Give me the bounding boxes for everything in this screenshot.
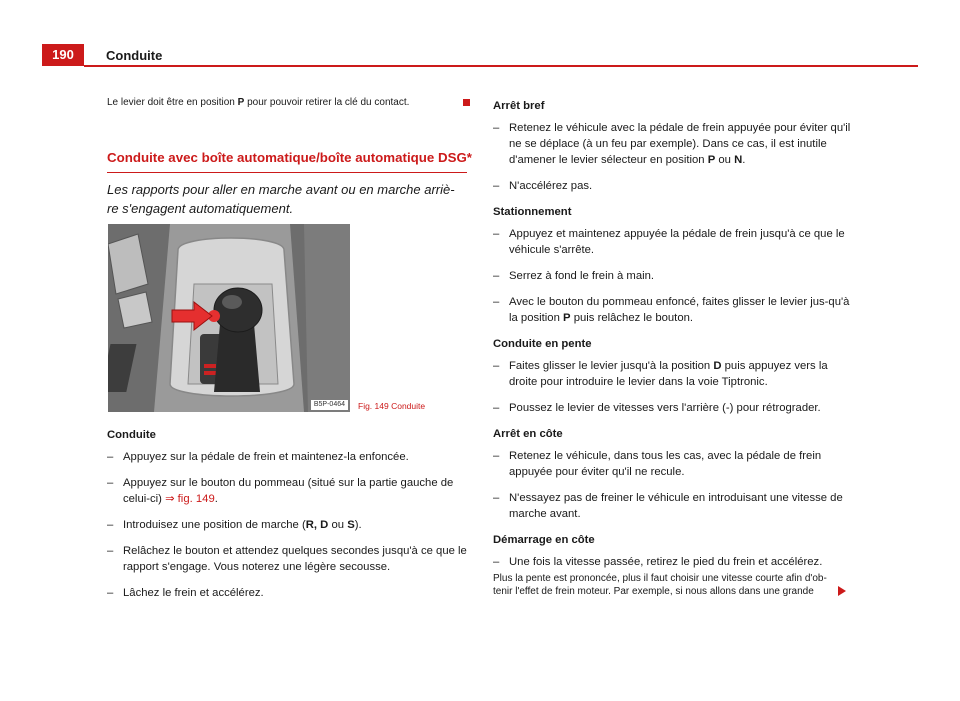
list-item: – Appuyez sur la pédale de frein et maintenez-la enfoncée.	[107, 449, 467, 465]
list-item: – Faites glisser le levier jusqu'à la position D puis appuyez vers la droite pour introduire le levier dans la voie Tiptronic.	[493, 358, 853, 390]
figure-caption: Fig. 149 Conduite	[358, 401, 426, 411]
figure-gear-lever	[108, 224, 350, 412]
list-item: – Avec le bouton du pommeau enfoncé, faites glisser le levier jus-qu'à la position P puis relâchez le bouton.	[493, 294, 853, 326]
list-item: – Poussez le levier de vitesses vers l'arrière (-) pour rétrograder.	[493, 400, 853, 416]
section-intro: Les rapports pour aller en marche avant ou en marche arriè- re s'engagent automatiquement.	[107, 182, 455, 216]
heading-conduite: Conduite	[107, 429, 156, 441]
top-note: Le levier doit être en position P pour pouvoir retirer la clé du contact.	[107, 97, 410, 108]
list-item: – Appuyez sur le bouton du pommeau (situé sur la partie gauche de celui-ci) ⇒ fig. 149.	[107, 475, 467, 507]
continuation-text: Plus la pente est prononcée, plus il faut choisir une vitesse courte afin d'ob- tenir l'effet de frein moteur. Par exemple, si nous allons dans une grande	[493, 573, 827, 597]
section-rule	[107, 172, 467, 173]
end-square-icon	[463, 99, 470, 106]
heading-demarrage-en-cote: Démarrage en côte	[493, 534, 595, 546]
section-title: Conduite avec boîte automatique/boîte automatique DSG*	[107, 150, 472, 165]
list-item: – Lâchez le frein et accélérez.	[107, 585, 467, 601]
list-item: – Une fois la vitesse passée, retirez le pied du frein et accélérez.	[493, 554, 853, 570]
right-list	[493, 98, 853, 580]
header-title: Conduite	[106, 48, 163, 63]
heading-stationnement: Stationnement	[493, 206, 572, 218]
list-item: – Appuyez et maintenez appuyée la pédale de frein jusqu'à ce que le véhicule s'arrête.	[493, 226, 853, 258]
figure-reference-link[interactable]: ⇒ fig. 149	[165, 493, 215, 505]
list-item: – Retenez le véhicule, dans tous les cas, avec la pédale de frein appuyée pour éviter qu'il ne recule.	[493, 448, 853, 480]
list-item: – Relâchez le bouton et attendez quelques secondes jusqu'à ce que le rapport s'engage. Vous noterez une légère secousse.	[107, 543, 467, 575]
heading-conduite-en-pente: Conduite en pente	[493, 338, 592, 350]
list-item: – Introduisez une position de marche (R, D ou S).	[107, 517, 467, 533]
header-rule	[84, 65, 918, 67]
figure-code: B5P-0464	[311, 400, 348, 410]
list-item: – N'essayez pas de freiner le véhicule en introduisant une vitesse de marche avant.	[493, 490, 853, 522]
gear-lever-illustration	[108, 224, 350, 412]
heading-arret-bref: Arrêt bref	[493, 100, 545, 112]
left-list	[107, 427, 467, 611]
continue-arrow-icon	[838, 586, 846, 596]
list-item: – Serrez à fond le frein à main.	[493, 268, 853, 284]
list-item: – N'accélérez pas.	[493, 178, 853, 194]
page-number: 190	[42, 44, 84, 66]
list-item: – Retenez le véhicule avec la pédale de frein appuyée pour éviter qu'il ne se déplace (à un feu par exemple). Dans ce cas, il est inutile d'amener le levier sélecteur en position P ou N.	[493, 120, 853, 168]
heading-arret-en-cote: Arrêt en côte	[493, 428, 563, 440]
